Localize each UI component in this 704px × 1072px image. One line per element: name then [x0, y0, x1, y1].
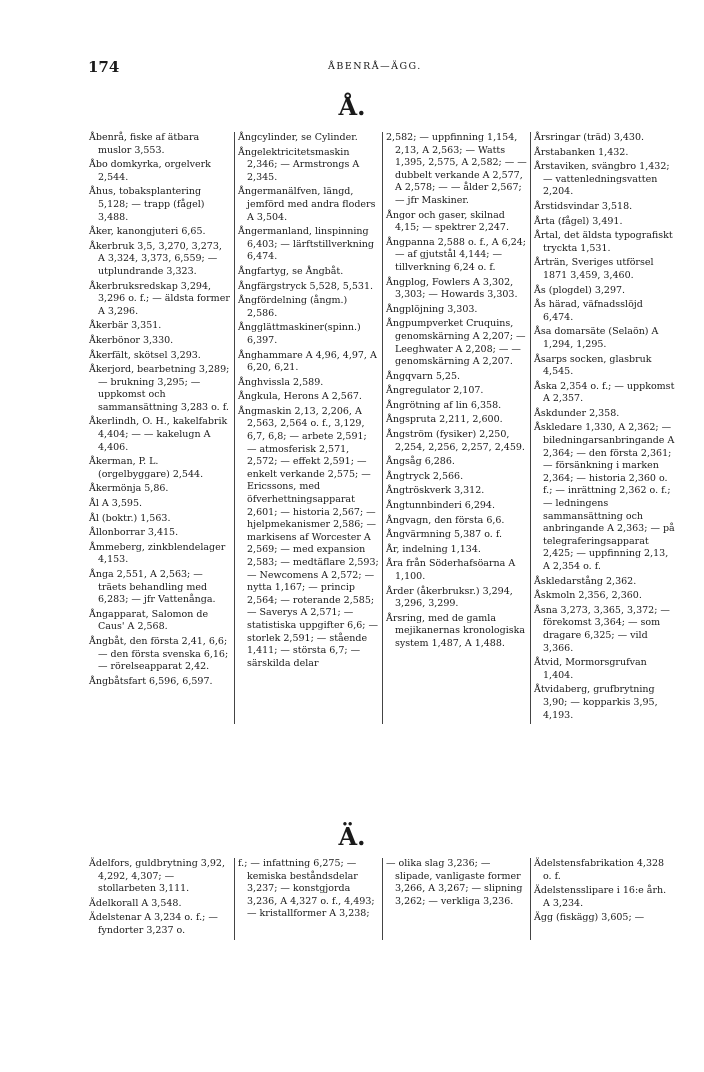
index-column-4	[530, 132, 678, 724]
index-entry: Åbo domkyrka, orgelverk 2,544.	[89, 159, 211, 183]
index-column-2	[234, 132, 382, 724]
index-entry: Årtal, det äldsta typografiskt tryckta 1,531.	[534, 230, 673, 254]
index-entry: Årstaviken, svängbro 1,432; — vattenledningsvatten 2,204.	[534, 161, 670, 198]
index-entry: Ångor och gaser, skilnad 4,15; — spektrer 2,247.	[386, 209, 509, 234]
index-entry: Ångkula, Herons A 2,567.	[238, 391, 362, 403]
index-entry: Åkermönja 5,86.	[89, 483, 169, 495]
index-entry: Ångpumpverket Cruquins, genomskärning A 2,207; — Leeghwater A 2,208; — — genomskärning A 2,207.	[386, 318, 526, 368]
index-entry: Årstidsvindar 3,518.	[534, 200, 633, 212]
index-entry: Ångermanland, linspinning 6,403; — lärftstillverkning 6,474.	[238, 226, 374, 263]
index-entry: — olika slag 3,236; — slipade, vanligaste former 3,266, A 3,267; — slipning 3,262; — verkliga 3,236.	[386, 858, 523, 907]
index-entry: Åskledare 1,330, A 2,362; — biledningarsanbringande A 2,364; — den första 2,361; — försänkning i marken 2,364; — historia 2,360 o. f.; — inrättning 2,362 o. f.; — ledningens sammansättning och anbringande A 2,363; — på telegraferingsapparat 2,425; — uppfinning 2,13, A 2,354 o. f.	[534, 422, 675, 572]
index-entry: Ållonborrar 3,415.	[89, 527, 179, 539]
index-entry: Ångbåt, den första 2,41, 6,6; — den första svenska 6,16; — rörelseapparat 2,42.	[89, 635, 229, 673]
index-entry: Åkerbruk 3,5, 3,270, 3,273, A 3,324, 3,373, 6,559; — utplundrande 3,323.	[89, 240, 222, 277]
index-entry: Ägg (fiskägg) 3,605; —	[534, 912, 645, 924]
index-entry: Åker, kanongjuteri 6,65.	[89, 226, 206, 238]
index-entry: Åkerfält, skötsel 3,293.	[89, 349, 201, 361]
index-entry: Ål A 3,595.	[89, 498, 143, 510]
index-entry: Ånga 2,551, A 2,563; — träets behandling med 6,283; — jfr Vattenånga.	[89, 569, 216, 606]
index-column-3	[382, 858, 530, 940]
index-entry: Åhus, tobaksplantering 5,128; — trapp (fågel) 3,488.	[89, 186, 205, 223]
page-header	[88, 58, 672, 78]
index-column-4	[530, 858, 678, 940]
index-entry: Ädelfors, guldbrytning 3,92, 4,292, 4,307; — stollarbeten 3,111.	[89, 858, 225, 895]
index-entry: Ångfördelning (ångm.) 2,586.	[238, 295, 348, 319]
index-entry: Åra från Söderhafsöarna A 1,100.	[386, 558, 516, 582]
index-entry: Åsa domarsäte (Selaön) A 1,294, 1,295.	[534, 326, 659, 350]
index-entry: Åska 2,354 o. f.; — uppkomst A 2,357.	[534, 380, 675, 405]
index-entry: Årta (fågel) 3,491.	[534, 215, 623, 227]
index-entry: Åtvidaberg, grufbrytning 3,90; — kopparkis 3,95, 4,193.	[534, 684, 658, 721]
index-entry: Ångrötning af lin 6,358.	[386, 399, 502, 411]
index-entry: Årder (åkerbruksr.) 3,294, 3,296, 3,299.	[386, 585, 513, 610]
index-entry: Ångcylinder, se Cylinder.	[238, 132, 358, 143]
index-entry: Ångfartyg, se Ångbåt.	[238, 265, 344, 277]
index-entry: Årträn, Sveriges utförsel 1871 3,459, 3,460.	[534, 257, 654, 281]
section-letter-a-ring: Å.	[338, 92, 366, 121]
index-entry: Ångbåtsfart 6,596, 6,597.	[89, 675, 213, 687]
index-entry: Ånghvissla 2,589.	[238, 376, 324, 388]
index-entry: Åkerbär 3,351.	[89, 320, 162, 332]
index-entry: Ångmaskin 2,13, 2,206, A 2,563, 2,564 o. f., 3,129, 6,7, 6,8; — arbete 2,591; — atmosferisk 2,571, 2,572; — effekt 2,591; — enkelt verkande 2,575; — Ericssons, med öfverhettningsapparat 2,601; — historia 2,567; — hjelpmekanismer 2,586; — markisens af Worcester A 2,569; — med expansion 2,583; — medtäflare 2,593; — Newcomens A 2,572; — nytta 1,167; — princip 2,564; — roterande 2,585; — Saverys A 2,571; — statistiska uppgifter 6,6; — storlek 2,591; — stående 1,411; — största 6,7; — särskilda delar	[238, 405, 379, 669]
index-entry: Ål (boktr.) 1,563.	[89, 512, 171, 524]
index-entry: Ångvagn, den första 6,6.	[386, 514, 505, 526]
index-entry: Ädelstenar A 3,234 o. f.; — fyndorter 3,237 o.	[89, 912, 218, 936]
index-entry: Ångsåg 6,286.	[386, 456, 455, 468]
index-entry: f.; — infattning 6,275; — kemiska beståndsdelar 3,237; — konstgjorda 3,236, A 4,327 o. f., 4,493; — kristallformer A 3,238;	[238, 858, 375, 920]
index-entry: Åkerbruksredskap 3,294, 3,296 o. f.; — äldsta former A 3,296.	[89, 280, 230, 317]
section-a-ring-columns	[86, 132, 678, 724]
index-entry: Ånghammare A 4,96, 4,97, A 6,20, 6,21.	[238, 349, 377, 374]
index-entry: Åmmeberg, zinkblendelager 4,153.	[89, 541, 226, 566]
index-entry: Ångqvarn 5,25.	[386, 370, 461, 382]
index-entry: Ångspruta 2,211, 2,600.	[386, 414, 503, 426]
index-entry: Åsarps socken, glasbruk 4,545.	[534, 353, 652, 378]
index-column-1	[86, 858, 234, 940]
index-entry: Ångapparat, Salomon de Caus' A 2,568.	[89, 608, 209, 633]
index-entry: År, indelning 1,134.	[386, 543, 481, 555]
index-entry: Ångplog, Fowlers A 3,302, 3,303; — Howards 3,303.	[386, 276, 518, 301]
index-entry: Ångtryck 2,566.	[386, 470, 464, 482]
index-entry: Ångermanälfven, längd, jemförd med andra floders A 3,504.	[238, 186, 376, 223]
index-entry: Årstabanken 1,432.	[534, 146, 629, 158]
index-entry: Ångregulator 2,107.	[386, 385, 484, 397]
index-entry: Ångfärgstryck 5,528, 5,531.	[238, 280, 374, 292]
section-letter-a-umlaut: Ä.	[338, 822, 366, 851]
index-entry: 2,582; — uppfinning 1,154, 2,13, A 2,563; — Watts 1,395, 2,575, A 2,582; — — dubbelt verkande A 2,577, A 2,578; — — ålder 2,567; — jfr Maskiner.	[386, 132, 527, 206]
index-entry: Ångtunnbinderi 6,294.	[386, 500, 495, 512]
index-entry: Åskledarstång 2,362.	[534, 575, 637, 587]
index-column-1	[86, 132, 234, 724]
index-entry: Åbenrå, fiske af ätbara muslor 3,553.	[89, 132, 200, 156]
page-number: 174	[88, 58, 120, 76]
index-entry: Åtvid, Mormorsgrufvan 1,404.	[534, 657, 647, 681]
index-entry: Åkerjord, bearbetning 3,289; — brukning 3,295; — uppkomst och sammansättning 3,283 o. f.	[89, 364, 230, 413]
index-entry: Ångglättmaskiner(spinn.) 6,397.	[238, 322, 361, 346]
index-column-3	[382, 132, 530, 724]
index-entry: Ångelektricitetsmaskin 2,346; — Armstrongs A 2,345.	[238, 146, 360, 183]
index-entry: Årsring, med de gamla mejikanernas kronologiska system 1,487, A 1,488.	[386, 612, 526, 649]
index-entry: Ädelstensfabrikation 4,328 o. f.	[534, 858, 665, 882]
index-column-2	[234, 858, 382, 940]
running-title: ÅBENRÅ—ÄGG.	[328, 61, 422, 72]
index-entry: Ångvärmning 5,387 o. f.	[386, 529, 503, 541]
index-entry: Ädelstensslipare i 16:e årh. A 3,234.	[534, 885, 667, 909]
index-entry: Ås (plogdel) 3,297.	[534, 284, 626, 296]
index-entry: Ångplöjning 3,303.	[386, 303, 478, 315]
index-entry: Ångström (fysiker) 2,250, 2,254, 2,256, 2,257, 2,459.	[386, 429, 525, 453]
index-entry: Åsna 3,273, 3,365, 3,372; — förekomst 3,364; — som dragare 6,325; — vild 3,366.	[534, 604, 670, 654]
index-entry: Åkerbönor 3,330.	[89, 334, 174, 346]
section-a-umlaut-columns	[86, 858, 678, 940]
index-entry: Ångpanna 2,588 o. f., A 6,24; — af gjutstål 4,144; — tillverkning 6,24 o. f.	[386, 236, 527, 273]
index-entry: Åkerman, P. L. (orgelbyggare) 2,544.	[89, 456, 204, 480]
index-entry: Åkerlindh, O. H., kakelfabrik 4,404; — — kakelugn A 4,406.	[89, 416, 228, 453]
index-entry: Åskdunder 2,358.	[534, 407, 620, 419]
index-entry: Ångtröskverk 3,312.	[386, 485, 485, 497]
index-entry: Ås härad, väfnadsslöjd 6,474.	[534, 299, 643, 323]
index-entry: Årsringar (träd) 3,430.	[534, 132, 645, 143]
index-entry: Åskmoln 2,356, 2,360.	[534, 590, 642, 602]
index-entry: Ädelkorall A 3,548.	[89, 897, 182, 909]
